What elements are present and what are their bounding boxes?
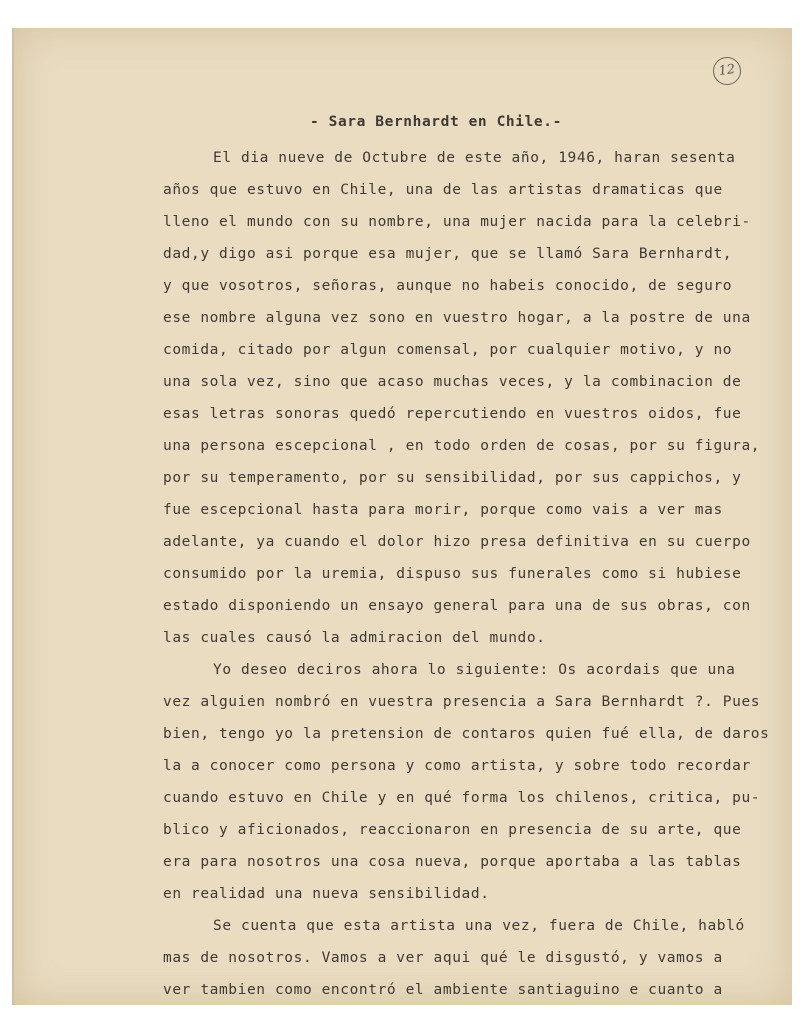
text-line: años que estuvo en Chile, una de las artistas dramaticas que: [163, 182, 723, 198]
text-line: bien, tengo yo la pretension de contaros quien fué ella, de daros: [163, 726, 770, 742]
text-line: era para nosotros una cosa nueva, porque aportaba a las tablas: [163, 854, 742, 870]
text-line: comida, citado por algun comensal, por cualquier motivo, y no: [163, 342, 733, 358]
text-line: lleno el mundo con su nombre, una mujer nacida para la celebri-: [163, 214, 751, 230]
text-line: Yo deseo deciros ahora lo siguiente: Os acordais que una: [213, 662, 736, 678]
text-line: una sola vez, sino que acaso muchas veces, y la combinacion de: [163, 374, 742, 390]
text-line: y que vosotros, señoras, aunque no habeis conocido, de seguro: [163, 278, 733, 294]
text-line: las cuales causó la admiracion del mundo.: [163, 630, 546, 646]
text-line: una persona escepcional , en todo orden de cosas, por su figura,: [163, 438, 761, 454]
document-title: - Sara Bernhardt en Chile.-: [310, 114, 562, 130]
text-line: esas letras sonoras quedó repercutiendo en vuestros oidos, fue: [163, 406, 742, 422]
text-line: la a conocer como persona y como artista, y sobre todo recordar: [163, 758, 751, 774]
text-line: consumido por la uremia, dispuso sus funerales como si hubiese: [163, 566, 742, 582]
text-line: mas de nosotros. Vamos a ver aqui qué le disgustó, y vamos a: [163, 950, 723, 966]
text-line: ver tambien como encontró el ambiente santiaguino e cuanto a: [163, 982, 723, 998]
text-line: ese nombre alguna vez sono en vuestro hogar, a la postre de una: [163, 310, 751, 326]
text-line: estado disponiendo un ensayo general para una de sus obras, con: [163, 598, 751, 614]
text-line: cuando estuvo en Chile y en qué forma los chilenos, critica, pu-: [163, 790, 761, 806]
text-line: dad,y digo asi porque esa mujer, que se llamó Sara Bernhardt,: [163, 246, 733, 262]
text-line: vez alguien nombró en vuestra presencia a Sara Bernhardt ?. Pues: [163, 694, 761, 710]
text-line: adelante, ya cuando el dolor hizo presa definitiva en su cuerpo: [163, 534, 751, 550]
text-line: fue escepcional hasta para morir, porque como vais a ver mas: [163, 502, 723, 518]
text-line: en realidad una nueva sensibilidad.: [163, 886, 490, 902]
text-line: El dia nueve de Octubre de este año, 1946, haran sesenta: [213, 150, 736, 166]
page-number: 12: [711, 55, 743, 87]
text-line: blico y aficionados, reaccionaron en presencia de su arte, que: [163, 822, 742, 838]
text-line: por su temperamento, por su sensibilidad, por sus cappichos, y: [163, 470, 742, 486]
text-line: Se cuenta que esta artista una vez, fuera de Chile, habló: [213, 918, 745, 934]
